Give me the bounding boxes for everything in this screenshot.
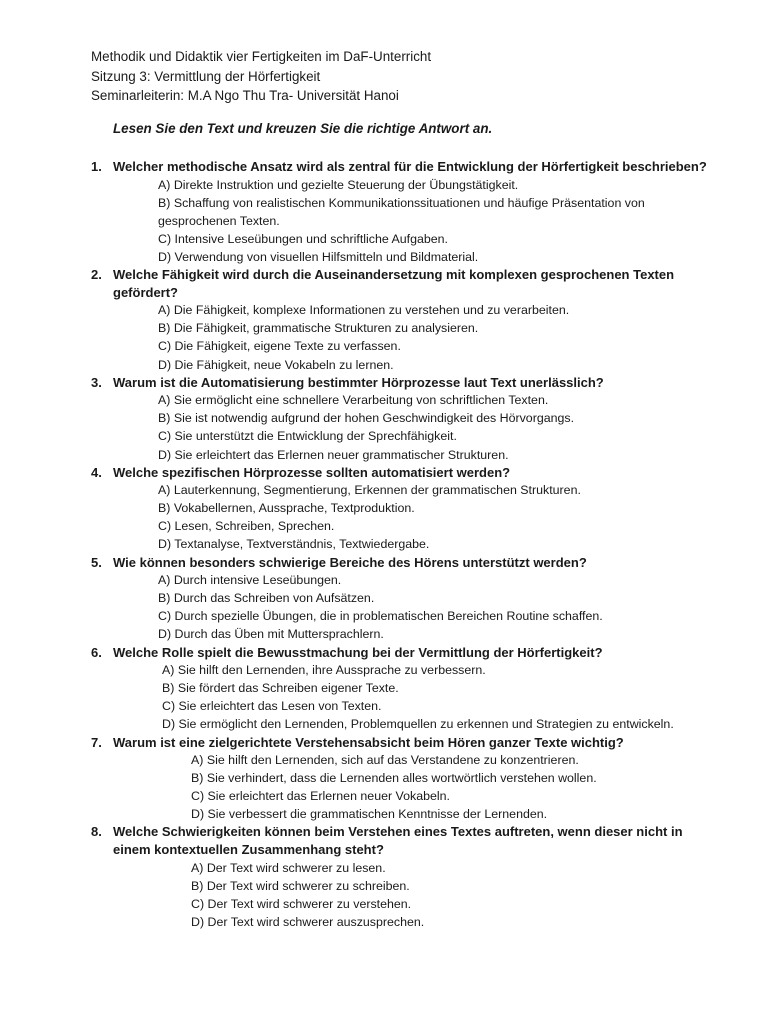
answer-option: A) Der Text wird schwerer zu lesen.	[191, 860, 386, 875]
answer-option: D) Durch das Üben mit Muttersprachlern.	[158, 627, 384, 642]
question-8	[91, 823, 731, 931]
answer-option: B) Sie ist notwendig aufgrund der hohen Geschwindigkeit des Hörvorgangs.	[158, 411, 575, 426]
question-2	[91, 266, 731, 374]
question-text-continuation: einem kontextuellen Zusammenhang steht?	[113, 842, 384, 858]
answer-option: B) Durch das Schreiben von Aufsätzen.	[158, 591, 375, 606]
answer-option: D) Die Fähigkeit, neue Vokabeln zu lernen.	[158, 357, 394, 372]
answer-option: C) Sie unterstützt die Entwicklung der Sprechfähigkeit.	[158, 429, 457, 444]
answer-option: B) Der Text wird schwerer zu schreiben.	[191, 878, 410, 893]
question-7	[91, 734, 731, 824]
question-number: 7.	[91, 734, 102, 750]
answer-option: A) Direkte Instruktion und gezielte Steuerung der Übungstätigkeit.	[158, 177, 519, 192]
document-header	[91, 47, 431, 106]
question-text: Welche Rolle spielt die Bewusstmachung bei der Vermittlung der Hörfertigkeit?	[113, 644, 603, 660]
course-title: Methodik und Didaktik vier Fertigkeiten im DaF-Unterricht	[91, 49, 432, 64]
question-list	[91, 158, 731, 931]
answer-option: D) Der Text wird schwerer auszusprechen.	[191, 914, 425, 929]
answer-option: C) Intensive Leseübungen und schriftliche Aufgaben.	[158, 231, 448, 246]
task-instruction: Lesen Sie den Text und kreuzen Sie die richtige Antwort an.	[113, 121, 493, 136]
question-number: 5.	[91, 554, 102, 570]
question-number: 4.	[91, 464, 102, 480]
question-6	[91, 644, 731, 734]
question-text-continuation: gefördert?	[113, 284, 178, 300]
question-3	[91, 374, 731, 464]
question-1	[91, 158, 731, 266]
question-number: 3.	[91, 374, 102, 390]
answer-option: D) Textanalyse, Textverständnis, Textwiedergabe.	[158, 537, 430, 552]
question-text: Wie können besonders schwierige Bereiche des Hörens unterstützt werden?	[113, 554, 587, 570]
question-number: 1.	[91, 159, 102, 174]
answer-option: A) Die Fähigkeit, komplexe Informationen zu verstehen und zu verarbeiten.	[158, 303, 570, 318]
answer-option-continuation: gesprochenen Texten.	[158, 213, 280, 228]
question-text: Warum ist eine zielgerichtete Verstehensabsicht beim Hören ganzer Texte wichtig?	[113, 734, 624, 750]
answer-option: D) Verwendung von visuellen Hilfsmitteln und Bildmaterial.	[158, 249, 479, 264]
answer-option: C) Sie erleichtert das Erlernen neuer Vokabeln.	[191, 789, 450, 804]
answer-option: D) Sie erleichtert das Erlernen neuer grammatischer Strukturen.	[158, 447, 509, 462]
question-text: Warum ist die Automatisierung bestimmter Hörprozesse laut Text unerlässlich?	[113, 374, 604, 390]
question-text: Welcher methodische Ansatz wird als zentral für die Entwicklung der Hörfertigkeit beschrieben?	[113, 159, 707, 174]
question-5	[91, 554, 731, 644]
answer-option: C) Der Text wird schwerer zu verstehen.	[191, 896, 412, 911]
answer-option: B) Schaffung von realistischen Kommunikationssituationen und häufige Präsentation von	[158, 195, 645, 210]
instructor-line: Seminarleiterin: M.A Ngo Thu Tra- Universität Hanoi	[91, 88, 399, 103]
question-text: Welche Schwierigkeiten können beim Verstehen eines Textes auftreten, wenn dieser nicht in	[113, 824, 683, 840]
answer-option: B) Vokabellernen, Aussprache, Textproduktion.	[158, 501, 415, 516]
answer-option: A) Sie ermöglicht eine schnellere Verarbeitung von schriftlichen Texten.	[158, 393, 549, 408]
question-4	[91, 464, 731, 554]
answer-option: D) Sie ermöglicht den Lernenden, Problemquellen zu erkennen und Strategien zu entwickeln.	[162, 717, 674, 732]
answer-option: A) Durch intensive Leseübungen.	[158, 573, 342, 588]
answer-option: A) Sie hilft den Lernenden, sich auf das Verstandene zu konzentrieren.	[191, 753, 579, 768]
question-text: Welche Fähigkeit wird durch die Auseinandersetzung mit komplexen gesprochenen Texten	[113, 267, 675, 283]
answer-option: C) Sie erleichtert das Lesen von Texten.	[162, 699, 382, 714]
answer-option: D) Sie verbessert die grammatischen Kenntnisse der Lernenden.	[191, 807, 548, 822]
answer-option: C) Die Fähigkeit, eigene Texte zu verfassen.	[158, 339, 401, 354]
answer-option: B) Sie fördert das Schreiben eigener Texte.	[162, 681, 399, 696]
question-number: 8.	[91, 824, 102, 840]
answer-option: C) Durch spezielle Übungen, die in problematischen Bereichen Routine schaffen.	[158, 609, 603, 624]
answer-option: A) Sie hilft den Lernenden, ihre Aussprache zu verbessern.	[162, 663, 486, 678]
question-number: 2.	[91, 267, 102, 283]
answer-option: C) Lesen, Schreiben, Sprechen.	[158, 519, 335, 534]
answer-option: B) Sie verhindert, dass die Lernenden alles wortwörtlich verstehen wollen.	[191, 771, 597, 786]
answer-option: B) Die Fähigkeit, grammatische Strukturen zu analysieren.	[158, 321, 479, 336]
session-title: Sitzung 3: Vermittlung der Hörfertigkeit	[91, 68, 321, 84]
question-number: 6.	[91, 644, 102, 660]
answer-option: A) Lauterkennung, Segmentierung, Erkennen der grammatischen Strukturen.	[158, 483, 581, 498]
question-text: Welche spezifischen Hörprozesse sollten automatisiert werden?	[113, 464, 511, 480]
